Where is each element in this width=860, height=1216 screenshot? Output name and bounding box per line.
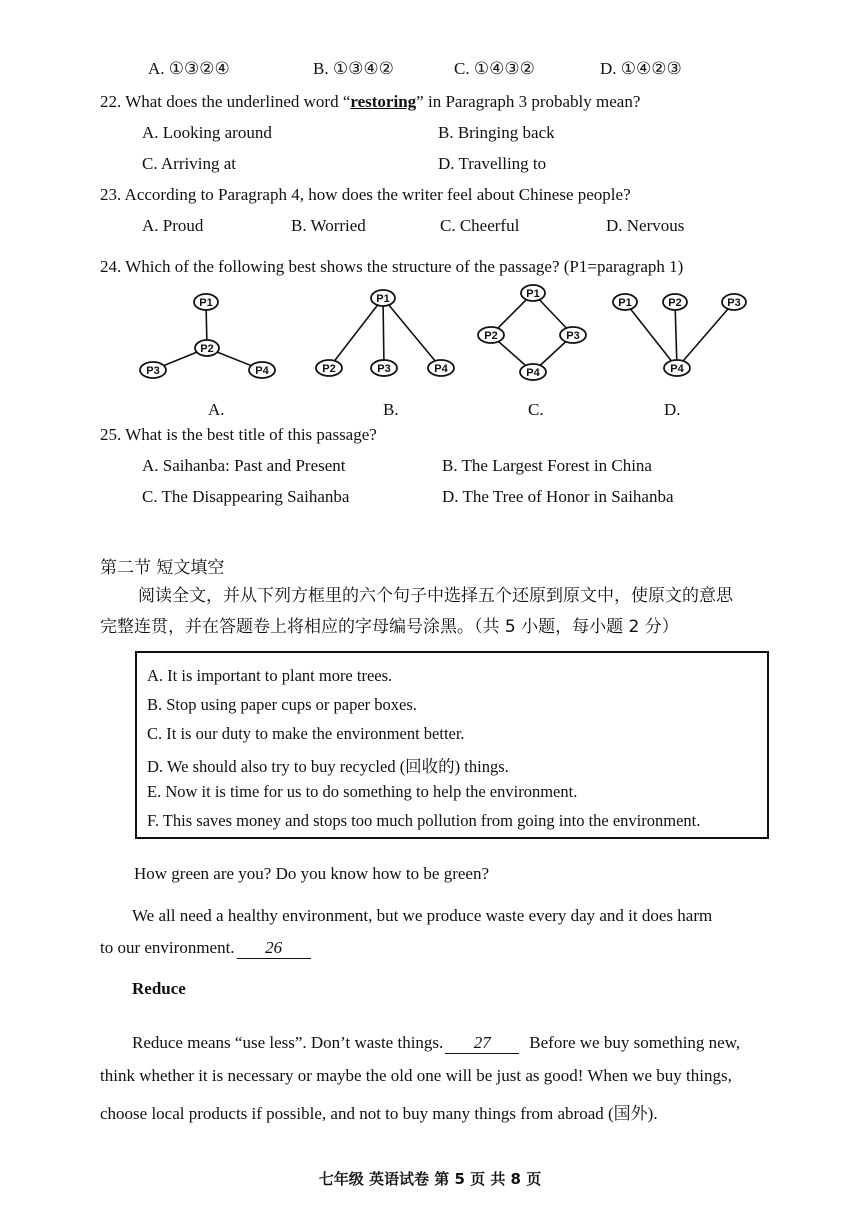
diagram-label-b: B. (383, 400, 399, 419)
passage-intro: How green are you? Do you know how to be green? (134, 864, 489, 883)
node-label: P4 (255, 365, 269, 377)
sentence-options-box (135, 651, 769, 839)
q24-stem: 24. Which of the following best shows the structure of the passage? (P1=paragraph 1) (100, 257, 684, 276)
q25-stem: 25. What is the best title of this passage? (100, 425, 377, 444)
blank-26: 26 (237, 938, 311, 959)
q25-option-c: C. The Disappearing Saihanba (142, 487, 350, 506)
passage-line: Reduce means “use less”. Don’t waste things. 27 Before we buy something new, (132, 1033, 741, 1052)
node-label: P4 (526, 367, 540, 379)
underlined-word: restoring (350, 92, 417, 111)
passage-heading: Reduce (132, 979, 186, 998)
q23-option-d: D. Nervous (606, 216, 685, 235)
node-label: P1 (618, 297, 632, 309)
q22-option-d: D. Travelling to (438, 154, 547, 173)
passage-line: think whether it is necessary or maybe the old one will be just as good! When we buy things, (100, 1066, 732, 1085)
node-label: P2 (484, 330, 498, 342)
q25-option-b: B. The Largest Forest in China (442, 456, 652, 475)
passage-line: choose local products if possible, and not to buy many things from abroad (国外). (100, 1104, 658, 1123)
section-title: 第二节 短文填空 (100, 558, 225, 578)
q23-stem: 23. According to Paragraph 4, how does the writer feel about Chinese people? (100, 185, 631, 204)
blank-27: 27 (445, 1033, 519, 1054)
q21-option-c: C. ①④③② (454, 59, 535, 78)
node-label: P2 (200, 343, 214, 355)
sentence-option-c: C. It is our duty to make the environment better. (147, 724, 465, 743)
node-label: P4 (670, 363, 684, 375)
node-label: P4 (434, 363, 448, 375)
q23-option-c: C. Cheerful (440, 216, 520, 235)
page-footer: 七年级 英语试卷 第 5 页 共 8 页 (318, 1170, 542, 1188)
q22-option-a: A. Looking around (142, 123, 272, 142)
section-instruction-2: 完整连贯，并在答题卷上将相应的字母编号涂黑。（共 5 小题，每小题 2 分） (100, 617, 679, 637)
q21-option-d: D. ①④②③ (600, 59, 682, 78)
q22-option-b: B. Bringing back (438, 123, 555, 142)
node-label: P3 (727, 297, 741, 309)
node-label: P2 (668, 297, 682, 309)
q23-option-a: A. Proud (142, 216, 204, 235)
node-label: P2 (322, 363, 336, 375)
q21-option-a: A. ①③②④ (148, 59, 230, 78)
sentence-option-e: E. Now it is time for us to do something to help the environment. (147, 782, 578, 801)
node-label: P1 (376, 293, 390, 305)
q25-option-d: D. The Tree of Honor in Saihanba (442, 487, 674, 506)
section-instruction-1: 阅读全文，并从下列方框里的六个句子中选择五个还原到原文中，使原文的意思 (138, 586, 733, 606)
node-label: P1 (199, 297, 213, 309)
sentence-option-a: A. It is important to plant more trees. (147, 666, 393, 685)
structure-diagrams (0, 280, 860, 390)
sentence-option-f: F. This saves money and stops too much pollution from going into the environment. (147, 811, 701, 830)
node-label: P1 (526, 288, 540, 300)
sentence-option-b: B. Stop using paper cups or paper boxes. (147, 695, 417, 714)
diagram-label-a: A. (208, 400, 225, 419)
diagram-label-d: D. (664, 400, 681, 419)
passage-line: We all need a healthy environment, but we produce waste every day and it does harm (132, 906, 713, 925)
q22-option-c: C. Arriving at (142, 154, 236, 173)
q22-stem: 22. What does the underlined word “restoring” in Paragraph 3 probably mean? (100, 92, 641, 111)
node-label: P3 (377, 363, 391, 375)
passage-line: to our environment. 26 (100, 938, 311, 959)
q25-option-a: A. Saihanba: Past and Present (142, 456, 346, 475)
node-label: P3 (566, 330, 580, 342)
node-label: P3 (146, 365, 160, 377)
q23-option-b: B. Worried (291, 216, 366, 235)
sentence-option-d: D. We should also try to buy recycled (回收的) things. (147, 757, 509, 776)
q21-option-b: B. ①③④② (313, 59, 394, 78)
diagram-label-c: C. (528, 400, 544, 419)
